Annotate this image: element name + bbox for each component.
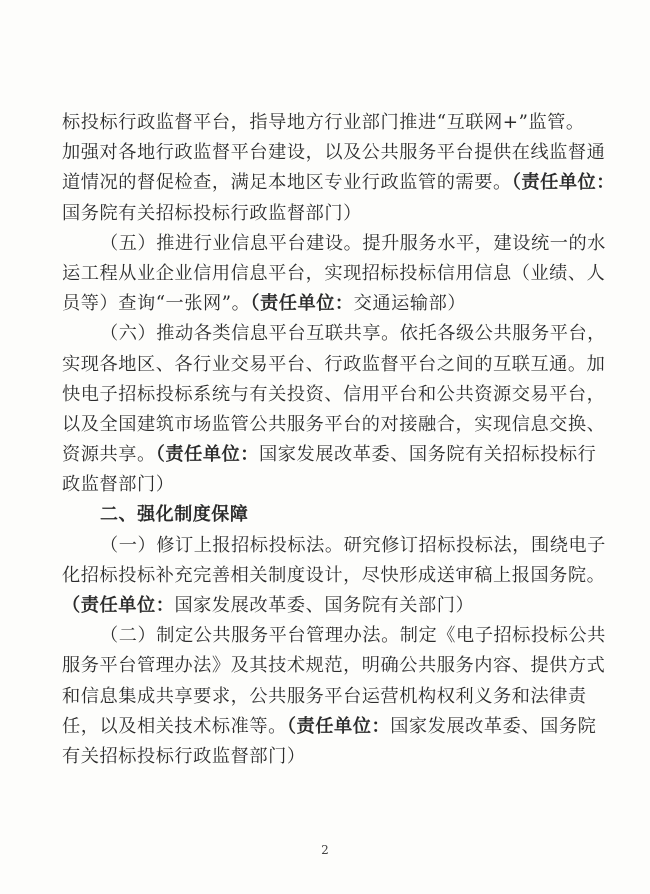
- text-line: [62, 591, 594, 621]
- paragraph: [62, 108, 616, 229]
- text-segment: 有关招标投标行政监督部门）: [62, 745, 306, 767]
- text-line: [62, 289, 594, 319]
- text-segment: 快电子招标投标系统与有关投资、信用平台和公共资源交易平台，: [62, 383, 606, 405]
- text-segment: 国家发展改革委、国务院: [390, 715, 597, 737]
- text-segment: 实现各地区、各行业交易平台、行政监督平台之间的互联互通。加: [62, 353, 606, 375]
- responsible-unit-label: （责任单位：: [250, 293, 354, 315]
- page-number: 2: [321, 843, 329, 857]
- text-segment: 国务院有关招标投标行政监督部门）: [62, 202, 362, 224]
- text-line: [62, 168, 616, 198]
- text-segment: 二、强化制度保障: [100, 504, 249, 526]
- text-segment: 国家发展改革委、国务院有关招标投标行: [259, 444, 597, 466]
- text-line: [62, 410, 606, 440]
- section-heading: [62, 500, 594, 530]
- text-segment: （六）推动各类信息平台互联共享。依托各级公共服务平台，: [100, 323, 606, 345]
- text-segment: （一）修订上报招标投标法。研究修订招标投标法，围绕电子: [100, 534, 606, 556]
- text-line: [62, 259, 606, 289]
- text-segment: 服务平台管理办法》及其技术规范，明确公共服务内容、提供方式: [62, 655, 606, 677]
- text-segment: 标投标行政监督平台，指导地方行业部门推进“互联网+”监管。: [62, 112, 585, 133]
- text-segment: 员等）查询“一张网”。: [62, 293, 251, 315]
- text-line: [62, 319, 606, 349]
- text-line: [62, 138, 606, 168]
- responsible-unit-label: （责任单位：: [286, 715, 391, 737]
- document-body: [62, 108, 616, 772]
- text-line: [62, 350, 606, 380]
- text-segment: 政监督部门）: [62, 474, 175, 496]
- text-line: [62, 108, 594, 138]
- text-segment: 加强对各地行政监督平台建设，以及公共服务平台提供在线监督通: [62, 142, 606, 164]
- text-line: [62, 531, 606, 561]
- text-line: [62, 651, 606, 681]
- paragraph: [62, 229, 606, 320]
- text-segment: 道情况的督促检查，满足本地区专业行政监管的需要。: [62, 172, 512, 194]
- text-segment: 资源共享。: [62, 444, 156, 466]
- text-segment: 交通运输部）: [353, 293, 467, 315]
- text-segment: （二）制定公共服务平台管理办法。制定《电子招标投标公共: [100, 625, 606, 647]
- paragraph: [62, 319, 606, 500]
- text-line: [62, 380, 606, 410]
- text-line: [62, 500, 594, 530]
- responsible-unit-label: （责任单位：: [62, 595, 175, 616]
- text-line: [62, 199, 594, 229]
- text-line: [62, 621, 606, 651]
- text-line: [62, 229, 606, 259]
- text-segment: 和信息集成共享要求，公共服务平台运营机构权利义务和法律责: [62, 685, 587, 707]
- text-line: [62, 561, 606, 591]
- responsible-unit-label: （责任单位：: [511, 172, 616, 194]
- text-segment: （五）推进行业信息平台建设。提升服务水平，建设统一的水: [100, 232, 606, 254]
- responsible-unit-label: （责任单位：: [155, 444, 260, 466]
- text-line: [62, 470, 594, 500]
- paragraph: [62, 531, 606, 622]
- text-line: [62, 682, 594, 712]
- text-segment: 运工程从业企业信用信息平台，实现招标投标信用信息（业绩、人: [62, 262, 606, 284]
- text-line: [62, 712, 597, 742]
- text-segment: 以及全国建筑市场监管公共服务平台的对接融合，实现信息交换、: [62, 413, 606, 435]
- text-segment: 化招标投标补充完善相关制度设计，尽快形成送审稿上报国务院。: [62, 564, 606, 586]
- text-line: [62, 440, 597, 470]
- paragraph: [62, 621, 606, 772]
- text-segment: 任，以及相关技术标准等。: [62, 715, 287, 737]
- text-segment: 国家发展改革委、国务院有关部门）: [174, 595, 475, 616]
- text-line: [62, 742, 594, 772]
